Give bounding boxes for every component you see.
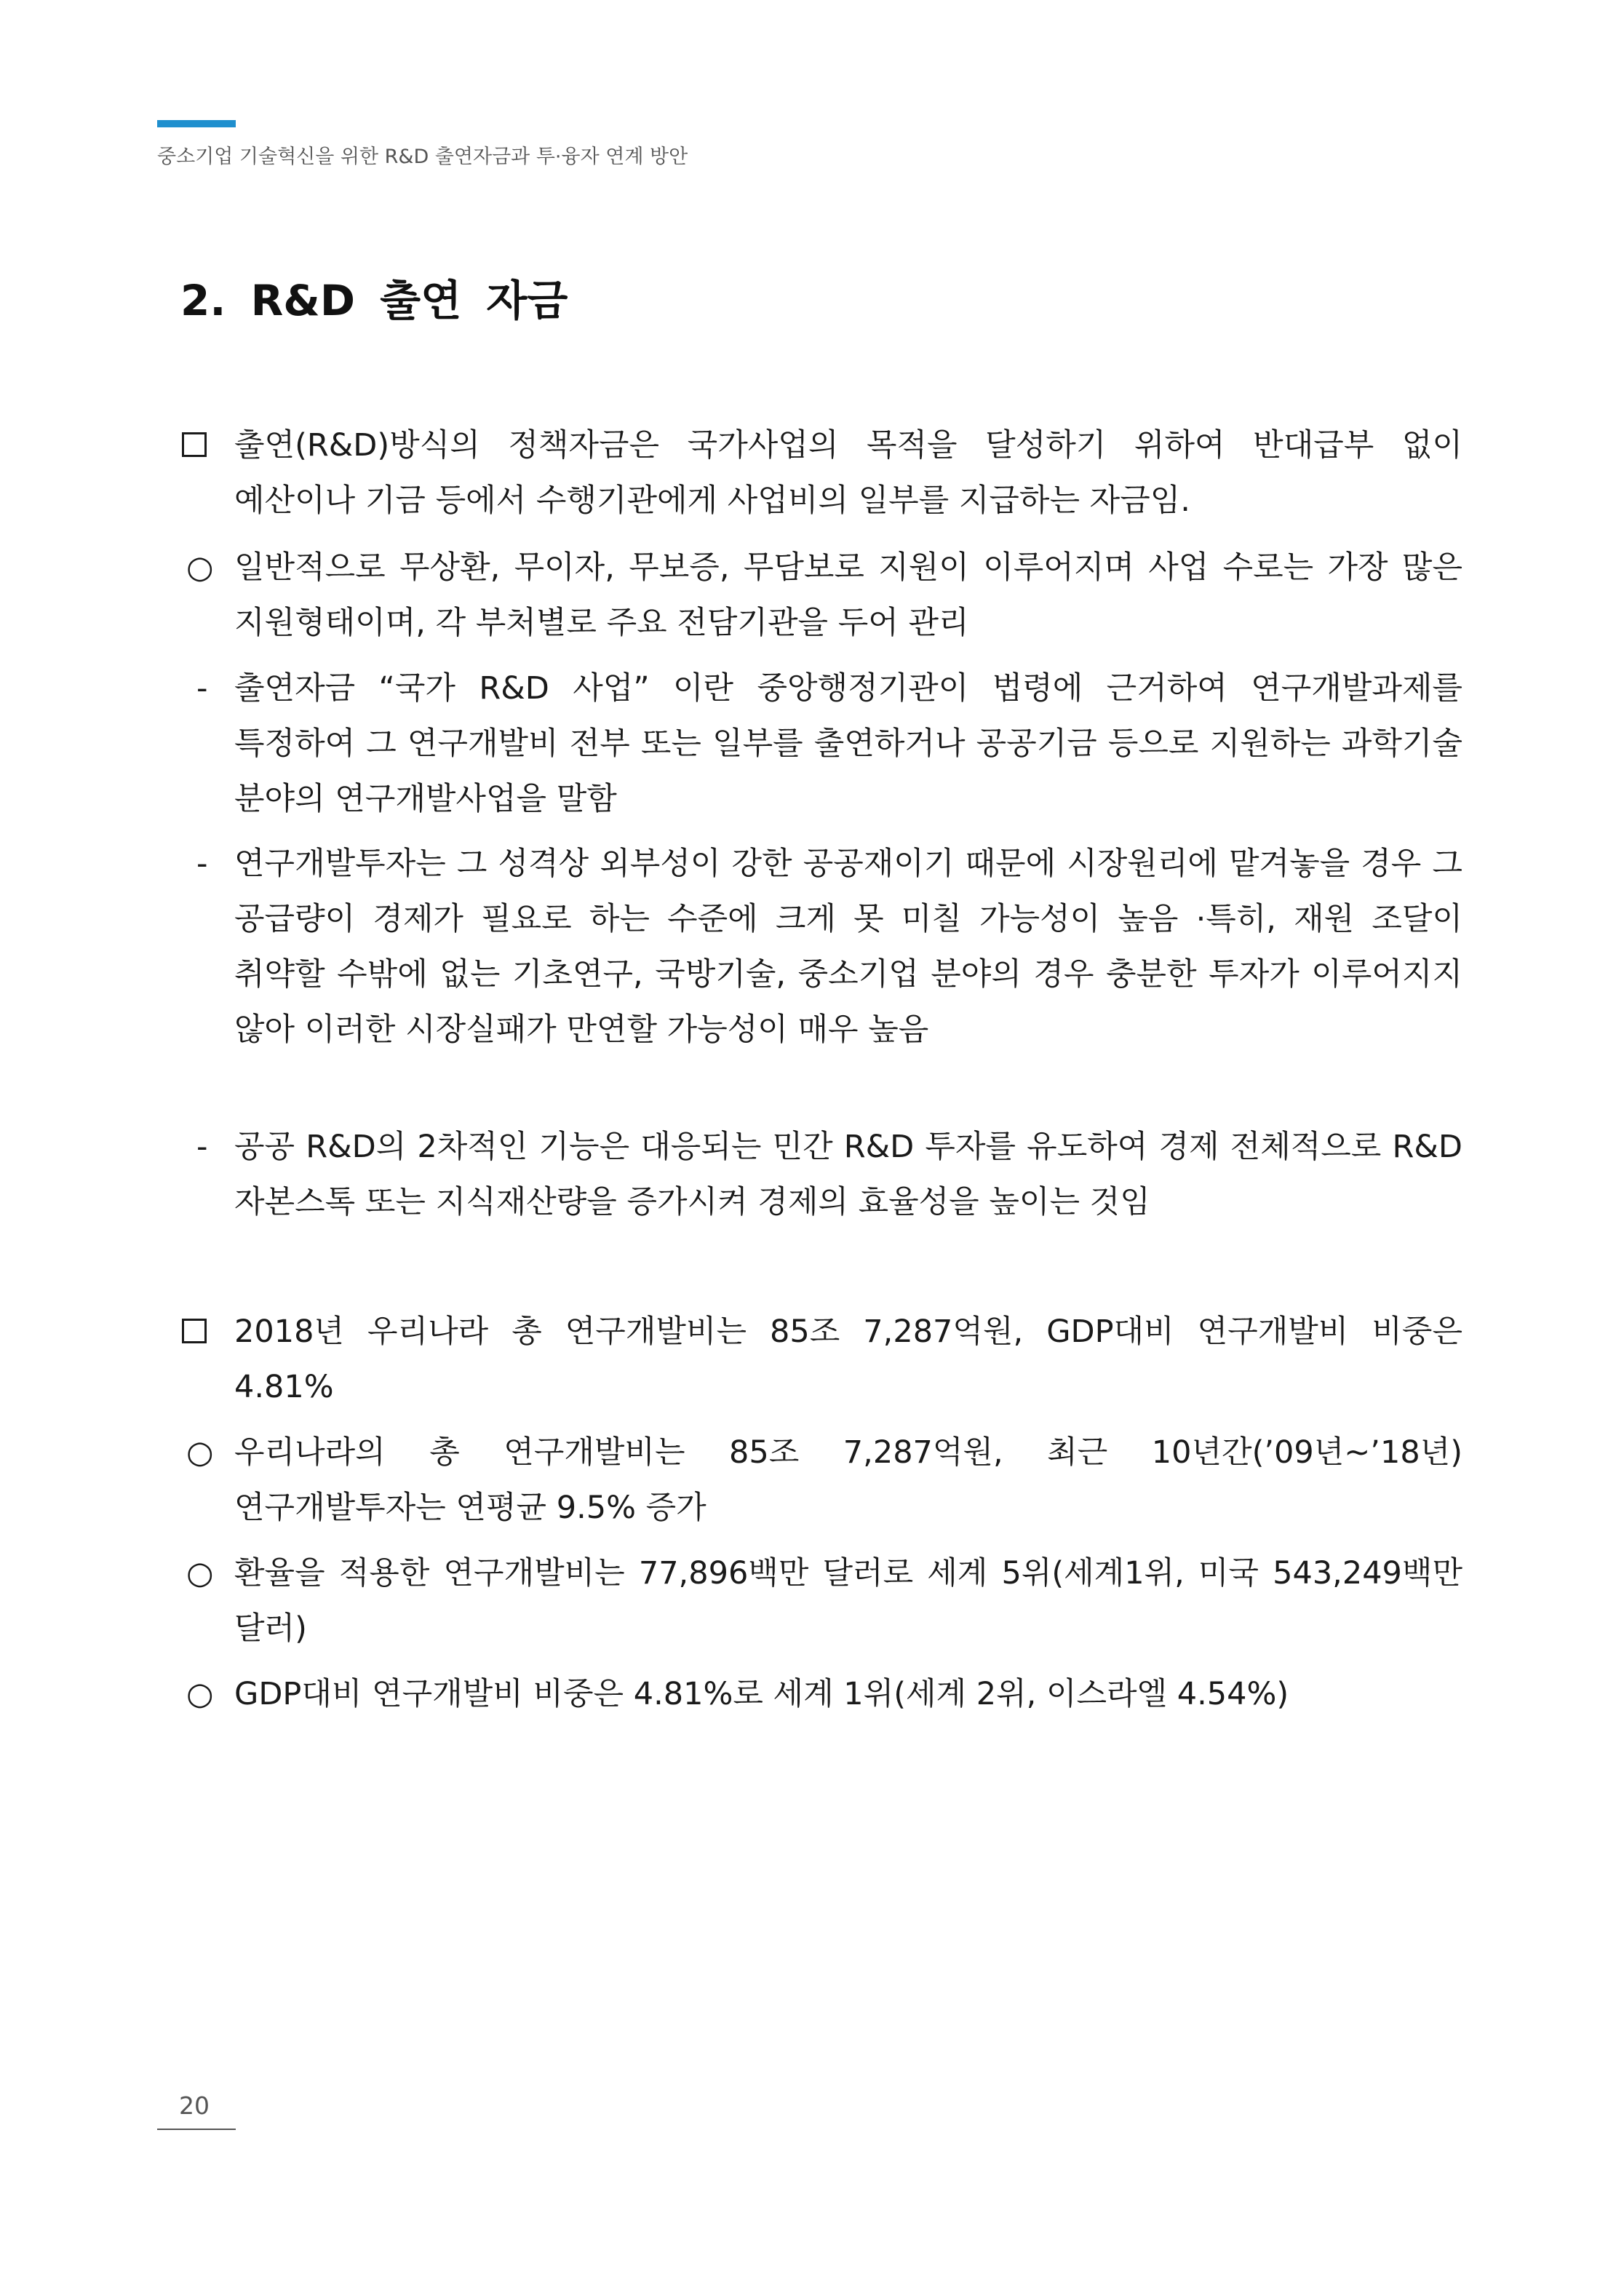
section-title: 2. R&D 출연 자금	[180, 276, 568, 325]
paragraph-text: 출연(R&D)방식의 정책자금은 국가사업의 목적을 달성하기 위하여 반대급부 없이 예산이나 기금 등에서 수행기관에게 사업비의 일부를 지급하는 자금임.	[234, 427, 1462, 519]
page-number: 20	[179, 2091, 210, 2120]
dash-bullet: -	[196, 670, 208, 707]
circle-bullet-icon: ○	[186, 1676, 214, 1712]
running-header: 중소기업 기술혁신을 위한 R&D 출연자금과 투·융자 연계 방안	[157, 146, 688, 168]
paragraph-dash-3	[182, 1119, 1462, 1230]
circle-bullet-icon: ○	[186, 1434, 214, 1471]
paragraph-text: GDP대비 연구개발비 비중은 4.81%로 세계 1위(세계 2위, 이스라엘 4.54%)	[234, 1676, 1289, 1712]
paragraph-text: 공공 R&D의 2차적인 기능은 대응되는 민간 R&D 투자를 유도하여 경제 전체적으로 R&D 자본스톡 또는 지식재산량을 증가시켜 경제의 효율성을 높이는 것임	[234, 1129, 1462, 1220]
circle-bullet-icon: ○	[186, 1555, 214, 1592]
paragraph-box-2	[182, 1304, 1462, 1415]
dash-bullet: -	[196, 1129, 208, 1165]
dash-bullet: -	[196, 846, 208, 882]
paragraph-box-1	[182, 418, 1462, 528]
circle-bullet-icon: ○	[186, 549, 214, 586]
paragraph-text: 우리나라의 총 연구개발비는 85조 7,287억원, 최근 10년간(’09년~’18년) 연구개발투자는 연평균 9.5% 증가	[234, 1434, 1462, 1526]
checkbox-icon	[182, 418, 226, 474]
paragraph-text: 환율을 적용한 연구개발비는 77,896백만 달러로 세계 5위(세계1위, 미국 543,249백만 달러)	[234, 1555, 1462, 1647]
paragraph-dash-2	[182, 836, 1462, 1057]
paragraph-text: 일반적으로 무상환, 무이자, 무보증, 무담보로 지원이 이루어지며 사업 수로는 가장 많은 지원형태이며, 각 부처별로 주요 전담기관을 두어 관리	[234, 549, 1462, 641]
paragraph-text: 출연자금 “국가 R&D 사업” 이란 중앙행정기관이 법령에 근거하여 연구개발과제를 특정하여 그 연구개발비 전부 또는 일부를 출연하거나 공공기금 등으로 지원하는 과학기술 분야의 연구개발사업을 말함	[234, 670, 1462, 817]
paragraph-circle-4	[182, 1666, 1462, 1722]
checkbox-icon	[182, 1304, 226, 1361]
header-accent-bar	[157, 120, 236, 127]
paragraph-dash-1	[182, 661, 1462, 827]
paragraph-circle-3	[182, 1546, 1462, 1656]
paragraph-text: 연구개발투자는 그 성격상 외부성이 강한 공공재이기 때문에 시장원리에 맡겨놓을 경우 그 공급량이 경제가 필요로 하는 수준에 크게 못 미칠 가능성이 높음 ·특히, 재원 조달이 취약할 수밖에 없는 기초연구, 국방기술, 중소기업 분야의 경우 충분한 투자가 이루어지지 않아 이러한 시장실패가 만연할 가능성이 매우 높음	[234, 846, 1462, 1048]
paragraph-circle-1	[182, 540, 1462, 651]
paragraph-circle-2	[182, 1425, 1462, 1535]
footer-rule	[157, 2129, 236, 2130]
paragraph-text: 2018년 우리나라 총 연구개발비는 85조 7,287억원, GDP대비 연구개발비 비중은 4.81%	[234, 1314, 1462, 1405]
